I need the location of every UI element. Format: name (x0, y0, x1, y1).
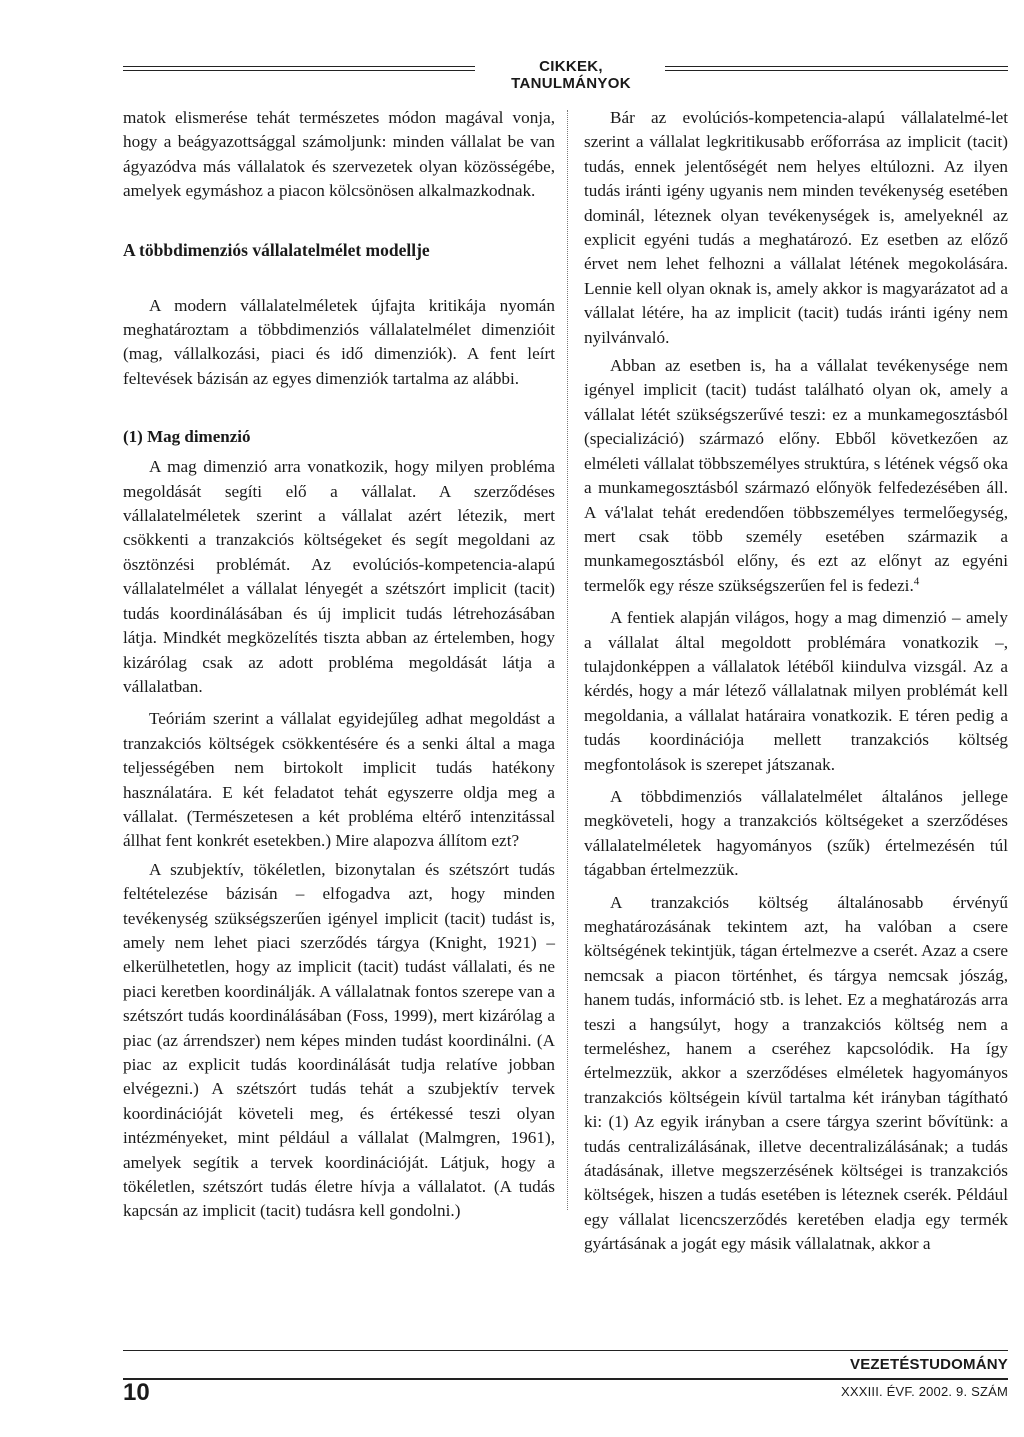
paragraph: Bár az evolúciós-kompetencia-alapú vállalatelmé-let szerint a vállalat legkritikusabb erőforrása az implicit (tacit) tudás, ennek jelentőségét nem helyes eltúlozni. Az ilyen tudás iránti igény ugyanis nem minden tevékenység esetében dominál, léteznek olyan tevékenységek is, amelyeknél az explicit egyéni tudás a meghatározó. Ez esetben az előző érvet nem lehet felhozni a vállalat létének megokolására. Lennie kell olyan oknak is, amely akkor is magyarázatot ad a vállalat létére, ha az implicit (tacit) tudás iránti igény nem nyilvánvaló. (584, 108, 1008, 347)
page-footer (123, 1340, 1008, 1410)
page-number: 10 (123, 1379, 150, 1406)
journal-name: VEZETÉSTUDOMÁNY (849, 1356, 1008, 1373)
paragraph: Teóriám szerint a vállalat egyidejűleg adhat megoldást a tranzakciós költségek csökkentésére és a senki által a maga teljességében nem birtokolt implicit tudás hatékony használatára. E két feladatot tehát egyszerre oldja meg a vállalat. (Természetesen a két probléma eltérő intenzitással állhat fent konkrét esetekben.) Mire alapozva állítom ezt? (123, 709, 555, 851)
section-title: CIKKEK, TANULMÁNYOK (511, 58, 631, 92)
section-heading: A többdimenziós vállalatelmélet modellje (123, 239, 430, 260)
running-header (123, 58, 1008, 92)
column-divider (567, 110, 568, 1210)
paragraph: A modern vállalatelméletek újfajta kritikája nyomán meghatároztam a többdimenziós vállalatelmélet dimenzióit (mag, vállalkozási, piaci és idő dimenziók). A fent leírt feltevések bázisán az egyes dimenziók tartalma az alábbi. (123, 295, 555, 388)
paragraph: A többdimenziós vállalatelmélet általános jellege megköveteli, hogy a tranzakciós költségeket a szerződéses vállalatelméletek hagyományos (szűk) értelmezésén túl tágabban értelmezzük. (584, 786, 1008, 880)
issue-info: XXXIII. ÉVF. 2002. 9. SZÁM (840, 1384, 1008, 1399)
paragraph: A tranzakciós költség általánosabb érvényű meghatározásának tekintem azt, ha valóban a csere költségének tekintjük, tágan értelmezve a cserét. Azaz a csere nemcsak a piacon történhet, és tárgya nemcsak jószág, hanem tudás, információ stb. is lehet. Ez a meghatározás arra teszi a hangsúlyt, hogy a tranzakciós költség nem a termeléshez, hanem a cseréhez kapcsolódik. Ha így értelmezzük, akkor a szerződéses elméletek hagyományos tranzakciós költségein kívül tartalma két irányban tágítható ki: (1) Az egyik irányban a csere tárgya szerint bővítünk: a tudás centralizálásának, illetve decentralizálásának; a tudás átadásának, illetve megszerzésének költségei is tranzakciós költségek, hiszen a tudás esetében is léteznek cserék. Például egy vállalat licencszerződés keretében eladja egy termék gyártásának a jogát egy másik vállalatnak, akkor a (584, 892, 1008, 1254)
left-column (123, 106, 555, 1224)
paragraph-continued: matok elismerése tehát természetes módon magával vonja, hogy a beágyazottsággal számoljunk: minden vállalat be van ágyazódva más vállalatok és szervezetek olyan közösségébe, amelyek egymáshoz a piacon kölcsönösen alkalmazkodnak. (123, 108, 555, 201)
subsection-heading: (1) Mag dimenzió (123, 427, 251, 447)
footnote-marker[interactable]: 4 (913, 574, 920, 587)
header-rule-left (123, 66, 475, 71)
paragraph: A fentiek alapján világos, hogy a mag dimenzió – amely a vállalat által megoldott problémára vonatkozik –, tulajdonképpen a vállalatok létéből kiindulva vizsgál. Az a kérdés, hogy a már létező vállalatnak milyen problémát kell megoldania, a vállalat határaira vonatkozik. E téren pedig a tudás koordinációja mellett tranzakciós költség megfontolások is szerepet játszanak. (584, 608, 1008, 774)
footer-rule-bottom (123, 1378, 1008, 1380)
paragraph-text: Abban az esetben is, ha a vállalat tevékenysége nem igényel implicit (tacit) tudást található olyan ok, amely a vállalat létét szükségszerűvé teszi: ez a munkamegosztásból (specializáció) származó előny. Ebből következően az elméleti vállalat többszemélyes struktúra, s létének végső oka a munkamegosztásból származó előnyök felfedezésében áll. A vá'lalat tehát eredendően többszemélyes termelőegység, mert csak több személy esetében származik a munkamegosztásból előny, és ezt az előnyt az egyéni termelők egy része szükségszerűen fel is fedezi. (584, 356, 1008, 595)
footer-rule-top (123, 1350, 1008, 1351)
paragraph (584, 354, 1008, 598)
right-column (584, 106, 1008, 1257)
paragraph: A szubjektív, tökéletlen, bizonytalan és szétszórt tudás feltételezése bázisán – elfogadva azt, hogy minden tevékenység szükségszerűen igényel implicit (tacit) tudást is, amely nem lehet piaci szerződés tárgya (Knight, 1921) – elkerülhetetlen, hogy az implicit (tacit) tudást vállalati, és ne piaci keretben koordinálják. A vállalatnak fontos szerepe van a szétszórt tudás koordinálásában (Foss, 1999), mert kizárólag a piac (az árrendszer) nem képes minden tudást koordinálni. (A piac az explicit tudás koordinálását tudja relatíve jobban elvégezni.) A szétszórt tudás tehát a szubjektív tervek koordinációját követeli meg, és értékessé teszi olyan intézményeket, mint például a vállalat (Malmgren, 1961), amelyek segítik a tervek koordinációját. Látjuk, hogy a tökéletlen, szétszórt tudás életre hívja a vállalatot. (A tudás kapcsán az implicit (tacit) tudásra kell gondolni.) (123, 859, 555, 1221)
paragraph: A mag dimenzió arra vonatkozik, hogy milyen probléma megoldását segíti elő a vállalat. A szerződéses vállalatelméletek szerint a vállalat azért létezik, mert csökkenti a tranzakciós költségeket és segít megoldani az ösztönzési problémát. Az evolúciós-kompetencia-alapú vállalatelmélet a vállalat lényegét a szétszórt implicit (tacit) tudás koordinálásában és új implicit tudás létrehozásában látja. Mindkét megközelítés tiszta abban az értelemben, hogy kizárólag csak az adott probléma megoldását látja a vállalatban. (123, 457, 555, 696)
header-rule-right (665, 66, 1008, 71)
